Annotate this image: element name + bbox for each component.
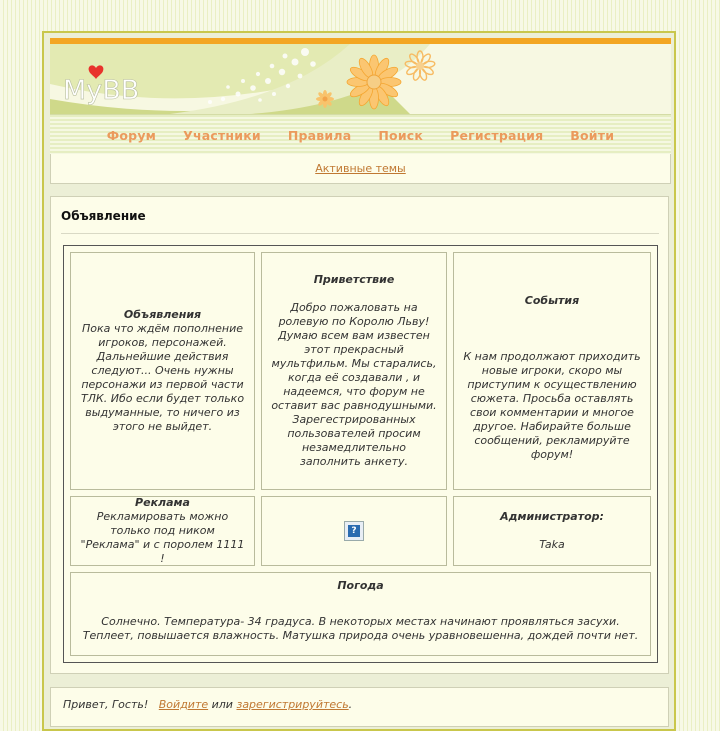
welcome-text: Добро пожаловать на ролевую по Королю Льву! Думаю всем вам известен этот прекрасный мультфильм. Мы старались, когда её создавали , и надеемся, что форум не оставит вас равнодушными. Зарегестрированных пользователей просим незамедлительно заполнить анкету. <box>271 301 437 468</box>
weather-cell <box>70 572 651 656</box>
flower-tiny-icon <box>316 90 334 108</box>
nav-members[interactable]: Участники <box>183 127 261 143</box>
register-link[interactable]: зарегистрируйтесь <box>236 698 349 711</box>
nav-login[interactable]: Войти <box>570 127 615 143</box>
nav-forum[interactable]: Форум <box>106 127 157 143</box>
promo-title: Реклама <box>135 496 190 509</box>
flower-small-icon <box>405 51 436 81</box>
divider <box>61 233 659 234</box>
welcome-cell <box>261 252 447 490</box>
events-text: К нам продолжают приходить новые игроки, скоро мы приступим к осуществлению сюжета. Просьба оставлять свои комментарии и многое другое. Набирайте больше сообщений, рекламируйте форум! <box>463 350 641 461</box>
logo-text[interactable]: MyBB <box>63 75 140 106</box>
nav-search[interactable]: Поиск <box>378 127 424 143</box>
ads-text: Пока что ждём пополнение игроков, персонажей. Дальнейшие действия следуют... Очень нужны персонажи из первой части ТЛК. Ибо если будет только выдуманные, то ничего из этого не выйдет. <box>80 322 245 433</box>
admin-name: Taka <box>539 538 565 551</box>
header-banner <box>50 44 671 114</box>
greeting-suffix: . <box>348 698 353 711</box>
ads-cell <box>70 252 255 490</box>
forum-header <box>50 44 671 114</box>
forum-wrapper <box>42 31 676 731</box>
main-nav <box>50 114 671 156</box>
admin-cell <box>453 496 651 566</box>
active-topics-link[interactable]: Активные темы <box>315 162 406 175</box>
events-cell <box>453 252 651 490</box>
weather-title: Погода <box>337 579 384 592</box>
greeting-prefix: Привет, Гость! <box>63 698 149 711</box>
welcome-title: Приветствие <box>313 273 395 286</box>
ads-title: Объявления <box>123 308 202 321</box>
announcement-title: Объявление <box>61 209 146 223</box>
events-title: События <box>524 294 580 307</box>
greeting-or: или <box>211 698 233 711</box>
admin-title: Администратор: <box>500 510 604 523</box>
sub-nav <box>50 154 671 184</box>
promo-text: Рекламировать можно только под ником "Реклама" и с поролем 1111 ! <box>80 510 245 565</box>
announcement-table <box>63 245 658 663</box>
promo-cell <box>70 496 255 566</box>
nav-register[interactable]: Регистрация <box>450 127 544 143</box>
guest-greeting <box>50 687 669 727</box>
broken-image-icon: ? <box>344 521 364 541</box>
nav-rules[interactable]: Правила <box>287 127 352 143</box>
image-cell <box>261 496 447 566</box>
announcement-block <box>50 196 669 674</box>
weather-text: Солнечно. Температура- 34 градуса. В некоторых местах начинают проявляться засухи. Теплеет, повышается влажность. Матушка природа очень уравновешенна, дождей почти нет. <box>82 615 639 642</box>
login-link[interactable]: Войдите <box>158 698 209 711</box>
